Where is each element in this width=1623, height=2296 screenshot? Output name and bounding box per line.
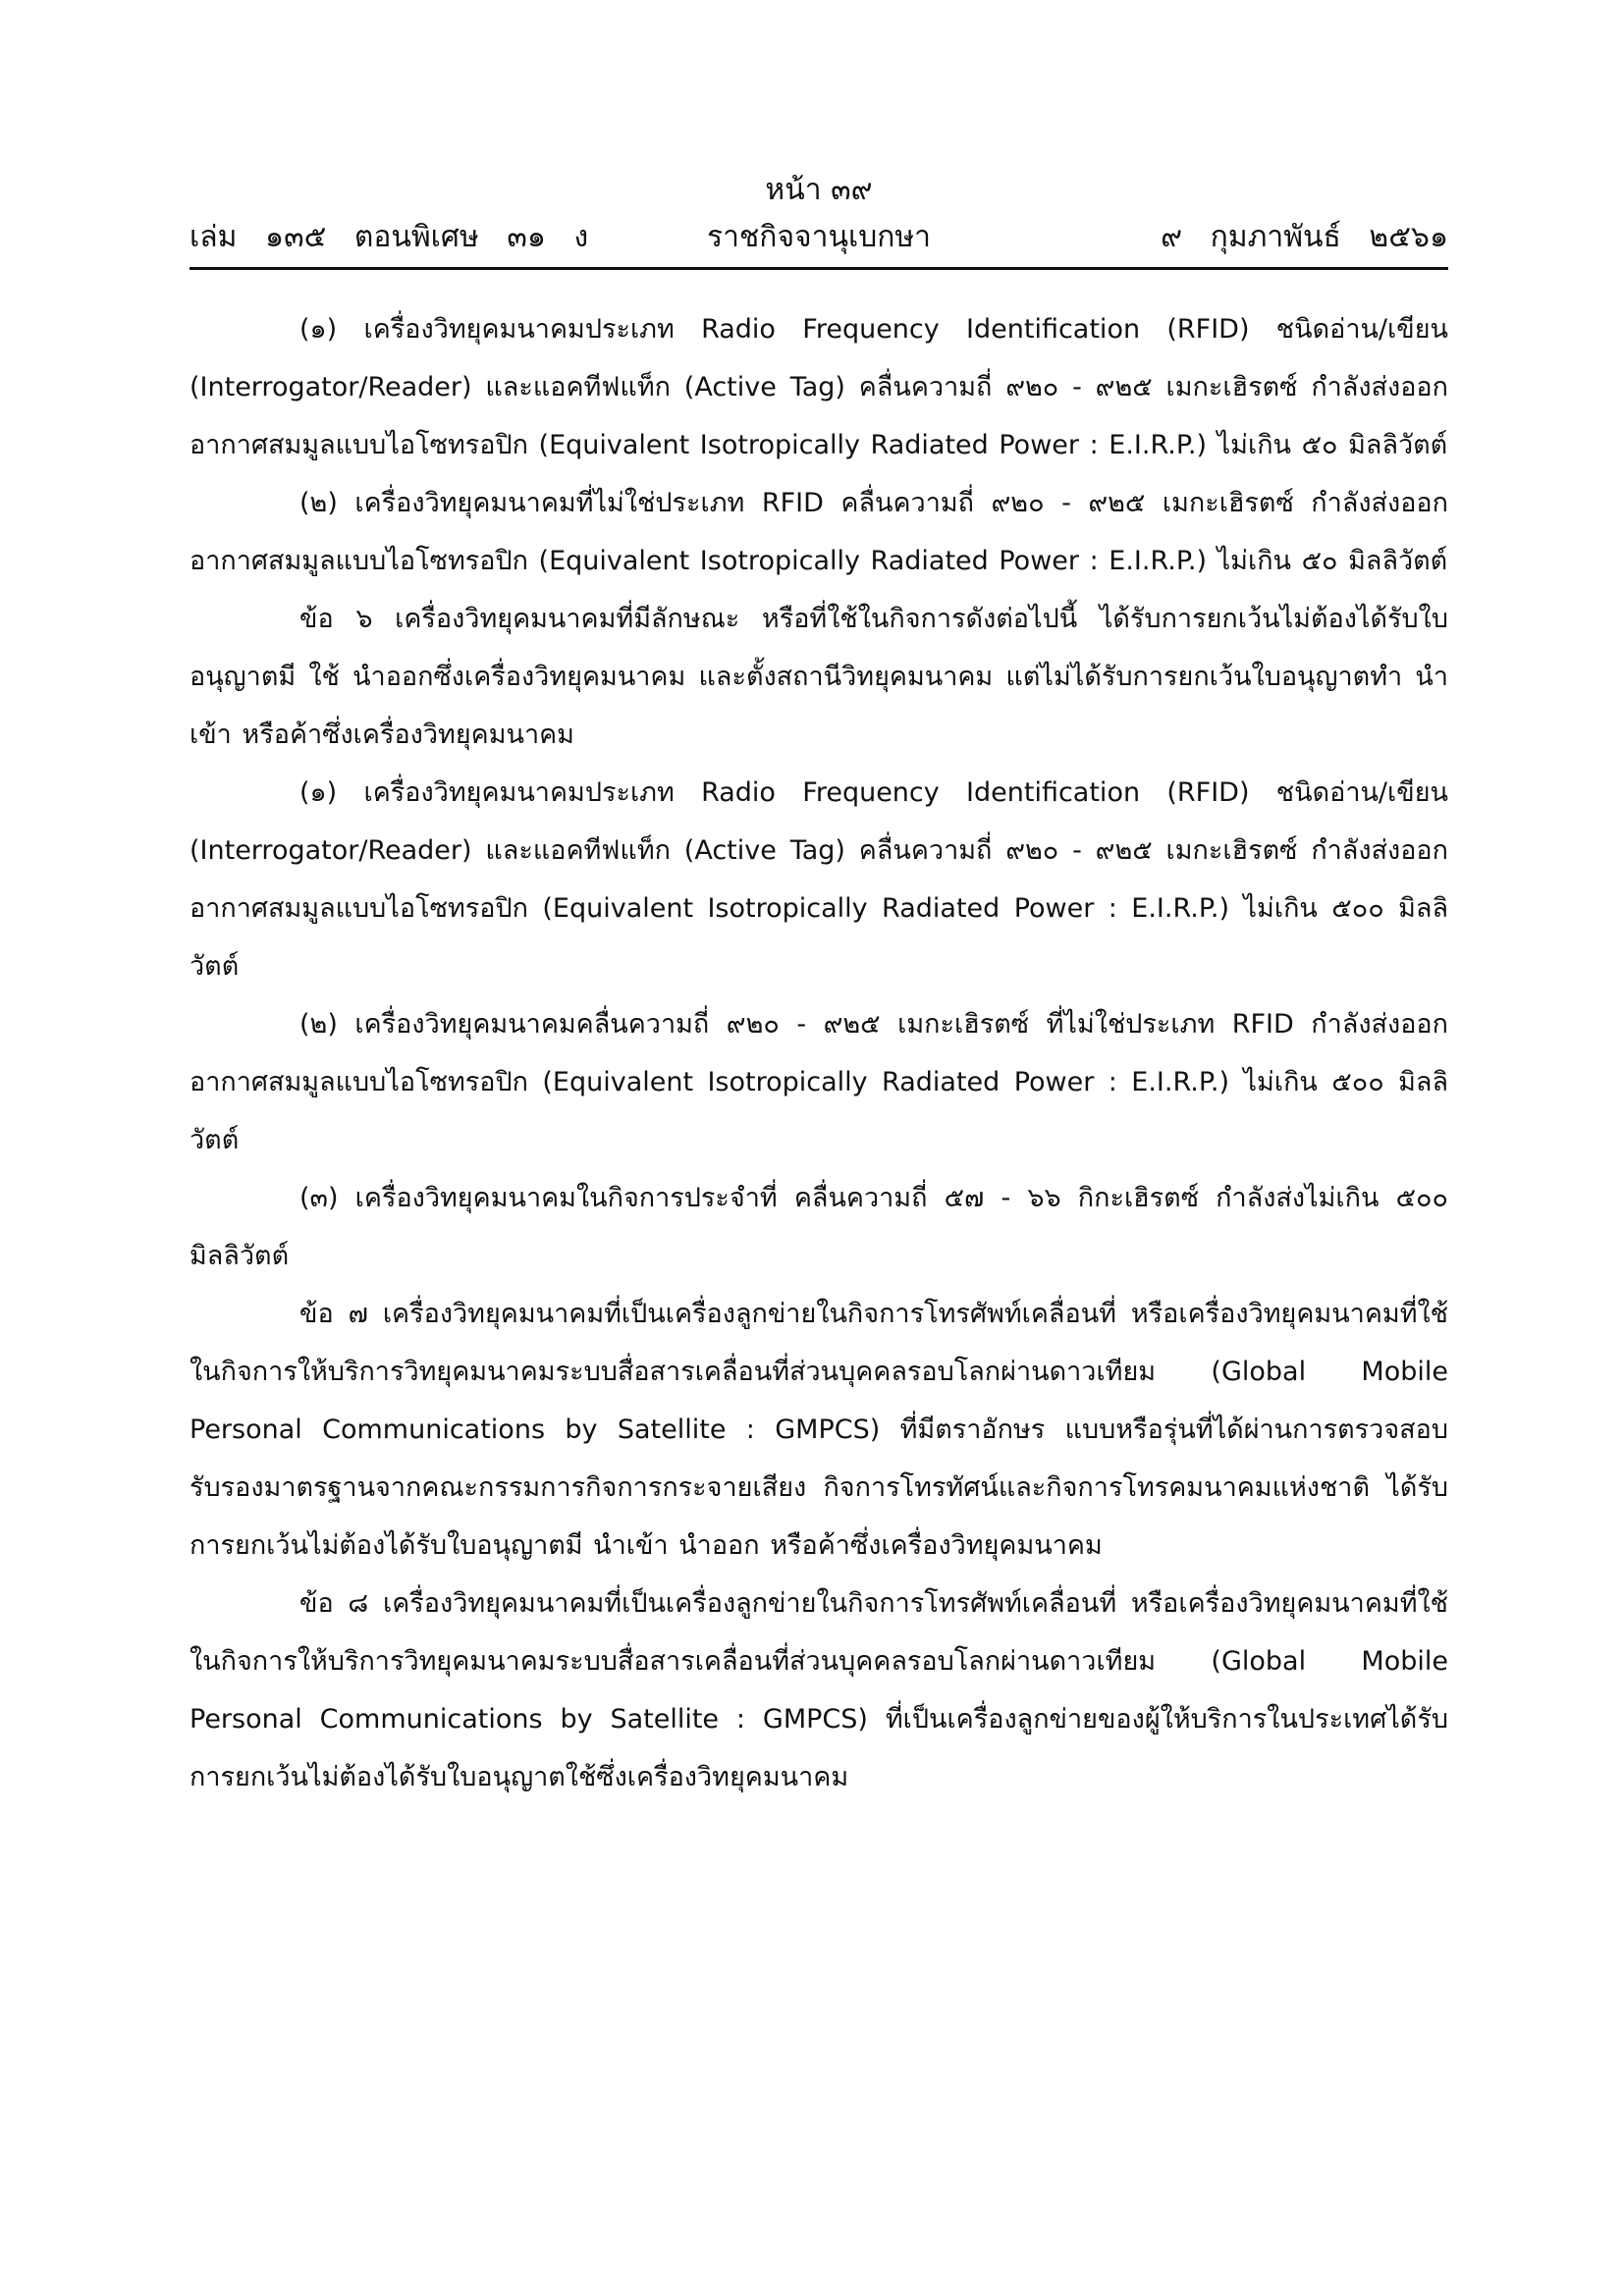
paragraph-clause-2: (๒) เครื่องวิทยุคมนาคมที่ไม่ใช่ประเภท RFID คลื่นความถี่ ๙๒๐ - ๙๒๕ เมกะเฮิรตซ์ กำลังส่งออกอากาศสมมูลแบบไอโซทรอปิก (Equivalent Isotropically Radiated Power : E.I.R.P.) ไม่เกิน ๕๐ มิลลิวัตต์ (189, 488, 1448, 576)
page-number: หน้า ๓๙ (765, 173, 873, 207)
paragraph-article-6-clause-1: (๑) เครื่องวิทยุคมนาคมประเภท Radio Frequency Identification (RFID) ชนิดอ่าน/เขียน (Interrogator/Reader) และแอคทีฟแท็ก (Active Tag) คลื่นความถี่ ๙๒๐ - ๙๒๕ เมกะเฮิรตซ์ กำลังส่งออกอากาศสมมูลแบบไอโซทรอปิก (Equivalent Isotropically Radiated Power : E.I.R.P.) ไม่เกิน ๕๐๐ มิลลิวัตต์ (189, 777, 1448, 982)
paragraph-article-7: ข้อ ๗ เครื่องวิทยุคมนาคมที่เป็นเครื่องลูกข่ายในกิจการโทรศัพท์เคลื่อนที่ หรือเครื่องวิทยุคมนาคมที่ใช้ในกิจการให้บริการวิทยุคมนาคมระบบสื่อสารเคลื่อนที่ส่วนบุคคลรอบโลกผ่านดาวเทียม (Global Mobile Personal Communications by Satellite : GMPCS) ที่มีตราอักษร แบบหรือรุ่นที่ได้ผ่านการตรวจสอบรับรองมาตรฐานจากคณะกรรมการกิจการกระจายเสียง กิจการโทรทัศน์และกิจการโทรคมนาคมแห่งชาติ ได้รับการยกเว้นไม่ต้องได้รับใบอนุญาตมี นำเข้า นำออก หรือค้าซึ่งเครื่องวิทยุคมนาคม (189, 1299, 1448, 1561)
header-divider (189, 267, 1448, 270)
paragraph-article-6-clause-3: (๓) เครื่องวิทยุคมนาคมในกิจการประจำที่ คลื่นความถี่ ๕๗ - ๖๖ กิกะเฮิรตซ์ กำลังส่งไม่เกิน ๕๐๐ มิลลิวัตต์ (189, 1183, 1448, 1271)
paragraph-clause-1: (๑) เครื่องวิทยุคมนาคมประเภท Radio Frequency Identification (RFID) ชนิดอ่าน/เขียน (Interrogator/Reader) และแอคทีฟแท็ก (Active Tag) คลื่นความถี่ ๙๒๐ - ๙๒๕ เมกะเฮิรตซ์ กำลังส่งออกอากาศสมมูลแบบไอโซทรอปิก (Equivalent Isotropically Radiated Power : E.I.R.P.) ไม่เกิน ๕๐ มิลลิวัตต์ (189, 314, 1448, 460)
paragraph-article-6-clause-2: (๒) เครื่องวิทยุคมนาคมคลื่นความถี่ ๙๒๐ - ๙๒๕ เมกะเฮิรตซ์ ที่ไม่ใช่ประเภท RFID กำลังส่งออกอากาศสมมูลแบบไอโซทรอปิก (Equivalent Isotropically Radiated Power : E.I.R.P.) ไม่เกิน ๕๐๐ มิลลิวัตต์ (189, 1009, 1448, 1155)
paragraph-article-8: ข้อ ๘ เครื่องวิทยุคมนาคมที่เป็นเครื่องลูกข่ายในกิจการโทรศัพท์เคลื่อนที่ หรือเครื่องวิทยุคมนาคมที่ใช้ในกิจการให้บริการวิทยุคมนาคมระบบสื่อสารเคลื่อนที่ส่วนบุคคลรอบโลกผ่านดาวเทียม (Global Mobile Personal Communications by Satellite : GMPCS) ที่เป็นเครื่องลูกข่ายของผู้ให้บริการในประเทศได้รับการยกเว้นไม่ต้องได้รับใบอนุญาตใช้ซึ่งเครื่องวิทยุคมนาคม (189, 1588, 1448, 1792)
publication-name: ราชกิจจานุเบกษา (706, 220, 932, 254)
paragraph-article-6: ข้อ ๖ เครื่องวิทยุคมนาคมที่มีลักษณะ หรือที่ใช้ในกิจการดังต่อไปนี้ ได้รับการยกเว้นไม่ต้องได้รับใบอนุญาตมี ใช้ นำออกซึ่งเครื่องวิทยุคมนาคม และตั้งสถานีวิทยุคมนาคม แต่ไม่ได้รับการยกเว้นใบอนุญาตทำ นำเข้า หรือค้าซึ่งเครื่องวิทยุคมนาคม (189, 604, 1448, 750)
document-body (189, 300, 1448, 1806)
header-info-row (189, 218, 1448, 257)
publication-date: ๙ กุมภาพันธ์ ๒๕๖๑ (1161, 220, 1448, 254)
volume-issue: เล่ม ๑๓๕ ตอนพิเศษ ๓๑ ง (189, 220, 589, 254)
gazette-header (189, 165, 1448, 271)
